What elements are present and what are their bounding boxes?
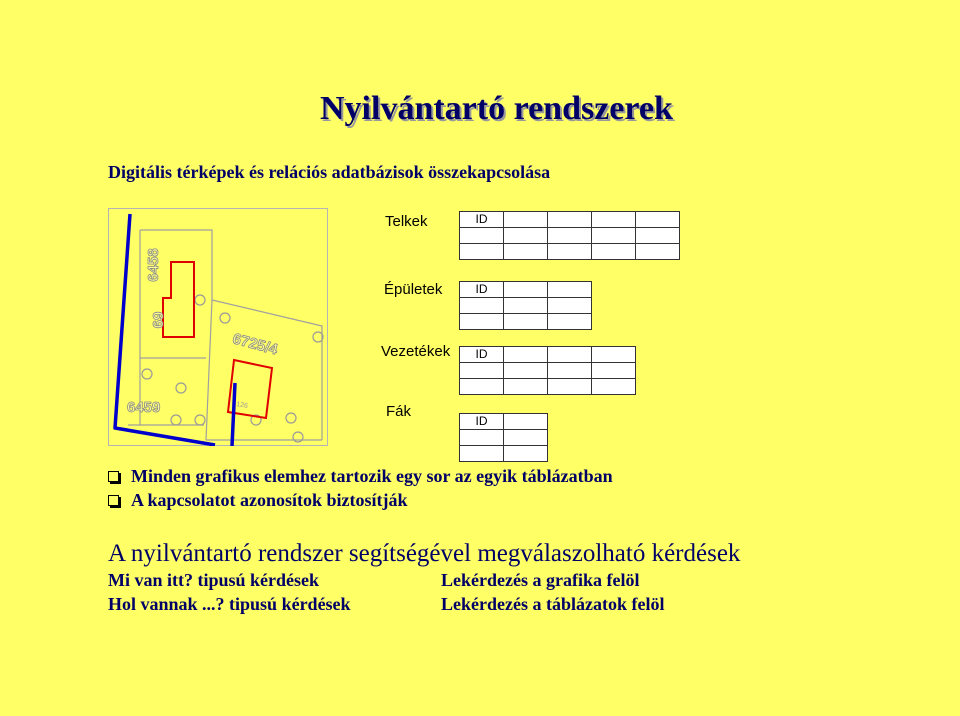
query-method: Lekérdezés a grafika felöl (441, 570, 640, 590)
tree-symbol (142, 369, 152, 379)
query-method: Lekérdezés a táblázatok felöl (441, 594, 665, 614)
table-row (460, 363, 636, 379)
questions-heading: A nyilvántartó rendszer segítségével megválaszolható kérdések (108, 540, 741, 567)
table-cell (460, 363, 504, 379)
table-cell (504, 347, 548, 363)
table-row (460, 347, 636, 363)
building-outline (163, 262, 194, 337)
tree-symbol (195, 415, 205, 425)
table-row (460, 314, 592, 330)
table-cell (504, 244, 548, 260)
table-cell (504, 212, 548, 228)
table-cell (548, 347, 592, 363)
id-cell: ID (460, 212, 504, 228)
table-row (460, 228, 680, 244)
checkbox-bullet-icon (108, 471, 119, 482)
table-cell (636, 228, 680, 244)
table-row (460, 244, 680, 260)
table-cell (504, 414, 548, 430)
table-cell (460, 298, 504, 314)
table-cell (504, 430, 548, 446)
table-cell (592, 228, 636, 244)
table-row (460, 282, 592, 298)
table-label-epuletek: Épületek (384, 281, 443, 298)
tree-symbol (220, 313, 230, 323)
table-label-vezetekek: Vezetékek (381, 343, 451, 360)
table-cell (548, 282, 592, 298)
table-telkek (459, 211, 680, 260)
table-cell (548, 244, 592, 260)
tree-symbol (171, 415, 181, 425)
table-row (460, 414, 548, 430)
table-label-fak: Fák (386, 403, 412, 420)
table-cell (504, 314, 548, 330)
table-cell (504, 282, 548, 298)
table-fak (459, 413, 548, 462)
table-cell (548, 298, 592, 314)
tree-symbol (176, 383, 186, 393)
network-line (232, 383, 235, 446)
table-cell (548, 379, 592, 395)
tree-symbol (286, 413, 296, 423)
table-row (460, 212, 680, 228)
table-row (460, 430, 548, 446)
table-cell (504, 298, 548, 314)
parcel-map (108, 208, 328, 446)
bullet-text: A kapcsolatot azonosítok biztosítják (131, 490, 408, 510)
table-cell (460, 228, 504, 244)
bullet-item (108, 467, 613, 487)
parcel-label: 69 (150, 311, 167, 329)
table-cell (548, 314, 592, 330)
tree-symbol (195, 295, 205, 305)
table-cell (504, 446, 548, 462)
table-cell (548, 363, 592, 379)
parcel-boundary (140, 230, 322, 440)
table-cell (592, 363, 636, 379)
table-label-telkek: Telkek (385, 213, 428, 230)
table-cell (636, 244, 680, 260)
table-cell (460, 379, 504, 395)
table-cell (504, 228, 548, 244)
slide-subtitle: Digitális térképek és relációs adatbázisok összekapcsolása (108, 162, 551, 182)
table-cell (592, 244, 636, 260)
question-type: Hol vannak ...? tipusú kérdések (108, 594, 351, 614)
table-cell (592, 347, 636, 363)
table-cell (504, 363, 548, 379)
table-row (460, 379, 636, 395)
parcel-label: 6459 (127, 399, 161, 416)
table-vezetekek (459, 346, 636, 395)
table-epuletek (459, 281, 592, 330)
table-row (460, 298, 592, 314)
parcel-label: 6458 (145, 248, 162, 282)
question-type: Mi van itt? tipusú kérdések (108, 570, 320, 590)
table-cell (460, 314, 504, 330)
table-cell (460, 446, 504, 462)
table-cell (460, 430, 504, 446)
building-label: 126 (235, 401, 249, 410)
id-cell: ID (460, 347, 504, 363)
parcel-boundary (206, 300, 212, 440)
table-row (460, 446, 548, 462)
id-cell: ID (460, 414, 504, 430)
bullet-text: Minden grafikus elemhez tartozik egy sor az egyik táblázatban (131, 466, 613, 486)
checkbox-bullet-icon (108, 495, 119, 506)
table-cell (592, 212, 636, 228)
bullet-item (108, 491, 408, 511)
table-cell (548, 212, 592, 228)
id-cell: ID (460, 282, 504, 298)
table-cell (636, 212, 680, 228)
table-cell (460, 244, 504, 260)
table-cell (548, 228, 592, 244)
table-cell (592, 379, 636, 395)
table-cell (504, 379, 548, 395)
slide-title: Nyilvántartó rendszerek (320, 90, 673, 127)
parcel-label: 6725/4 (230, 330, 280, 359)
